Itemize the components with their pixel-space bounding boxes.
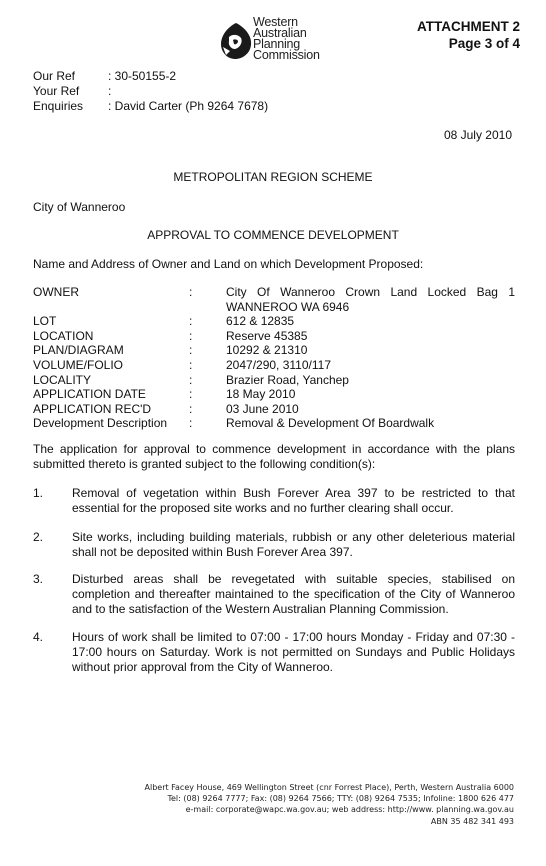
detail-value: 18 May 2010 <box>226 387 296 402</box>
detail-row <box>33 329 515 344</box>
page-number: Page 3 of 4 <box>448 36 520 51</box>
condition-item <box>33 572 515 616</box>
detail-row <box>33 285 515 314</box>
detail-separator: : <box>189 328 193 343</box>
detail-row <box>33 314 515 329</box>
detail-separator: : <box>189 401 193 416</box>
detail-value: Removal & Development Of Boardwalk <box>226 416 435 431</box>
detail-separator: : <box>189 314 193 329</box>
footer-line: e-mail: corporate@wapc.wa.gov.au; web address: http://www. planning.wa.gov.au <box>185 805 514 815</box>
logo-line: Australian <box>253 26 307 40</box>
logo-wordmark <box>253 17 320 61</box>
detail-label: APPLICATION DATE <box>33 387 146 402</box>
detail-label: LOCATION <box>33 328 94 343</box>
condition-text: Site works, including building materials, rubbish or any other deleterious material shall not be deposited within Bush Forever Area 397. <box>72 530 515 559</box>
attachment-label <box>417 18 520 52</box>
footer-line: Albert Facey House, 469 Wellington Street (cnr Forrest Place), Perth, Western Australia 6000 <box>144 783 514 792</box>
footer-address <box>145 782 515 827</box>
ref-row <box>33 69 268 84</box>
owner-heading: Name and Address of Owner and Land on which Development Proposed: <box>33 257 424 271</box>
detail-row <box>33 358 515 373</box>
detail-row <box>33 416 515 431</box>
owner-line: WANNEROO WA 6946 <box>226 299 350 314</box>
condition-number: 3. <box>33 572 44 586</box>
footer-line: ABN 35 482 341 493 <box>430 816 514 826</box>
condition-text: Removal of vegetation within Bush Forever Area 397 to be restricted to that essential for the proposed site works and no further clearing shall occur. <box>72 486 515 515</box>
detail-label: OWNER <box>33 285 79 299</box>
details-table <box>33 285 515 431</box>
detail-row <box>33 343 515 358</box>
reference-block <box>33 69 268 114</box>
detail-label: VOLUME/FOLIO <box>33 357 124 372</box>
logo-line: Western <box>253 15 298 29</box>
wapc-emblem-icon <box>218 21 254 61</box>
ref-value: : 30-50155-2 <box>108 69 177 83</box>
detail-value: 612 & 12835 <box>226 314 295 329</box>
detail-value: Reserve 45385 <box>226 328 308 343</box>
detail-row <box>33 402 515 417</box>
condition-item <box>33 530 515 560</box>
ref-label: Our Ref <box>33 69 76 83</box>
condition-number: 4. <box>33 630 44 644</box>
condition-item <box>33 630 515 674</box>
owner-line: City Of Wanneroo Crown Land Locked Bag 1 <box>226 285 515 299</box>
detail-separator: : <box>189 343 193 358</box>
footer-line: Tel: (08) 9264 7777; Fax: (08) 9264 7566; TTY: (08) 9264 7535; Infoline: 1800 626 477 <box>167 794 514 804</box>
detail-value: 10292 & 21310 <box>226 343 308 358</box>
condition-number: 2. <box>33 530 44 544</box>
ref-label: Enquiries <box>33 99 84 113</box>
logo-line: Planning <box>253 37 301 51</box>
approval-intro: The application for approval to commence development in accordance with the plans submitted thereto is granted subject to the following condition(s): <box>33 442 515 471</box>
detail-label: LOCALITY <box>33 372 92 387</box>
detail-row <box>33 387 515 402</box>
condition-text: Hours of work shall be limited to 07:00 - 17:00 hours Monday - Friday and 07:30 - 17:00 hours on Saturday. Work is not permitted on Sundays and Public Holidays without prior approval from the City of Wanneroo. <box>72 630 515 674</box>
ref-value: : David Carter (Ph 9264 7678) <box>108 99 269 113</box>
ref-row <box>33 99 268 114</box>
detail-row <box>33 373 515 388</box>
scheme-title: METROPOLITAN REGION SCHEME <box>173 170 373 184</box>
detail-label: APPLICATION REC'D <box>33 401 152 416</box>
ref-value: : <box>108 84 112 98</box>
logo-line: Commission <box>253 48 320 62</box>
ref-row <box>33 84 268 99</box>
detail-label: Development Description <box>33 416 168 431</box>
detail-label: PLAN/DIAGRAM <box>33 343 124 358</box>
detail-separator: : <box>189 416 193 431</box>
detail-value: 2047/290, 3110/117 <box>226 357 331 372</box>
condition-number: 1. <box>33 486 44 500</box>
condition-item <box>33 486 515 516</box>
letter-date: 08 July 2010 <box>443 128 512 142</box>
ref-label: Your Ref <box>33 84 80 98</box>
city-name: City of Wanneroo <box>33 200 126 214</box>
detail-separator: : <box>189 285 193 299</box>
detail-value: Brazier Road, Yanchep <box>226 372 349 387</box>
detail-separator: : <box>189 357 193 372</box>
detail-value: 03 June 2010 <box>226 401 299 416</box>
detail-separator: : <box>189 387 193 402</box>
detail-label: LOT <box>33 314 57 329</box>
condition-text: Disturbed areas shall be revegetated with suitable species, stabilised on completion and thereafter maintained to the specification of the City of Wanneroo and to the satisfaction of the Western Australian Planning Commission. <box>72 572 515 616</box>
detail-separator: : <box>189 372 193 387</box>
detail-value <box>226 285 515 314</box>
wapc-logo <box>218 15 338 67</box>
attachment-title: ATTACHMENT 2 <box>417 19 520 34</box>
approval-title: APPROVAL TO COMMENCE DEVELOPMENT <box>147 228 399 242</box>
